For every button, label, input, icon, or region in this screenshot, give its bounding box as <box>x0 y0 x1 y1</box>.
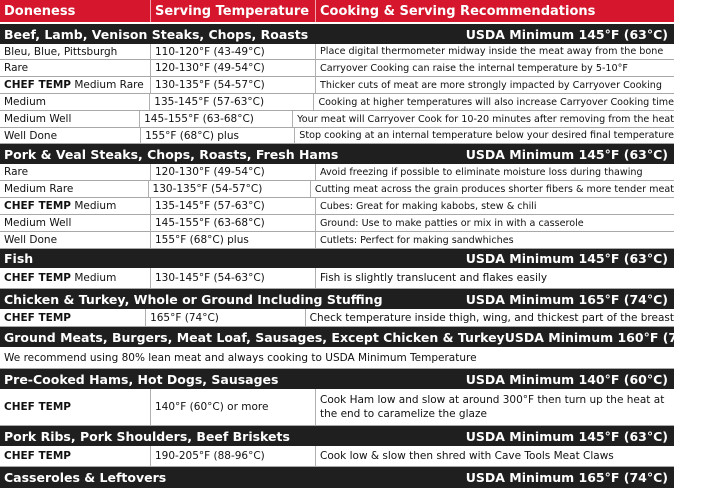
table-row <box>0 94 674 111</box>
doneness-label: Well Done <box>4 234 58 246</box>
serving-temperature-cell: 130-145°F (54-63°C) <box>150 268 315 288</box>
doneness-label: Medium Well <box>4 113 72 125</box>
section-title: Ground Meats, Burgers, Meat Loaf, Sausages, Except Chicken & Turkey <box>4 329 505 345</box>
doneness-label: Bleu, Blue, Pittsburgh <box>4 45 118 58</box>
table-row <box>0 181 674 198</box>
section-header <box>0 426 674 446</box>
chef-temp-label: CHEF TEMP <box>4 79 71 91</box>
table-row <box>0 60 674 77</box>
table-row <box>0 164 674 181</box>
section-note: We recommend using 80% lean meat and always cooking to USDA Minimum Temperature <box>0 347 674 369</box>
table-row <box>0 44 674 60</box>
serving-temperature-cell: 145-155°F (63-68°C) <box>150 215 315 231</box>
doneness-cell <box>0 181 148 197</box>
chef-temp-label: CHEF TEMP <box>4 450 71 462</box>
doneness-cell <box>0 77 150 93</box>
table-row <box>0 215 674 232</box>
recommendation-cell: Thicker cuts of meat are more strongly impacted by Carryover Cooking <box>315 77 674 93</box>
header-doneness: Doneness <box>4 3 76 19</box>
doneness-label: Medium <box>74 200 117 212</box>
doneness-cell <box>0 215 150 231</box>
serving-temperature-cell: 135-145°F (57-63°C) <box>150 198 315 214</box>
doneness-label: Medium Rare <box>74 79 144 91</box>
serving-temperature-cell: 190-205°F (88-96°C) <box>150 446 315 466</box>
section-title: Beef, Lamb, Venison Steaks, Chops, Roasts <box>4 26 309 42</box>
usda-minimum-label: USDA Minimum 145°F (63°C) <box>465 146 668 162</box>
doneness-label: Rare <box>4 166 29 178</box>
doneness-label: Medium Rare <box>4 183 74 195</box>
serving-temperature-cell: 120-130°F (49-54°C) <box>150 164 315 180</box>
recommendation-cell: Your meat will Carryover Cook for 10-20 minutes after removing from the heat <box>292 111 674 127</box>
doneness-cell <box>0 309 145 326</box>
doneness-cell <box>0 446 150 466</box>
serving-temperature-cell: 120-130°F (49-54°C) <box>150 60 315 76</box>
doneness-cell <box>0 268 150 288</box>
recommendation-cell: Cooking at higher temperatures will also increase Carryover Cooking time <box>313 94 674 110</box>
section-title: Pre-Cooked Hams, Hot Dogs, Sausages <box>4 371 279 387</box>
table-row <box>0 446 674 467</box>
table-row <box>0 77 674 94</box>
table-row <box>0 232 674 249</box>
recommendation-cell: Ground: Use to make patties or mix in with a casserole <box>315 215 674 231</box>
serving-temperature-cell: 155°F (68°C) plus <box>150 232 315 248</box>
section-title: Casseroles & Leftovers <box>4 470 167 485</box>
usda-minimum-label: USDA Minimum 145°F (63°C) <box>465 26 668 42</box>
section-title: Chicken & Turkey, Whole or Ground Including Stuffing <box>4 291 383 307</box>
recommendation-cell: Cook Ham low and slow at around 300°F then turn up the heat at the end to caramelize the glaze <box>315 389 674 425</box>
usda-minimum-label: USDA Minimum 145°F (63°C) <box>465 428 668 444</box>
doneness-cell <box>0 198 150 214</box>
chef-temp-label: CHEF TEMP <box>4 200 71 212</box>
serving-temperature-cell: 165°F (74°C) <box>145 309 305 326</box>
doneness-cell <box>0 232 150 248</box>
doneness-label: Medium <box>4 96 46 108</box>
usda-minimum-label: USDA Minimum 165°F (74°C) <box>465 470 668 485</box>
recommendation-cell: Avoid freezing if possible to eliminate moisture loss during thawing <box>315 164 674 180</box>
serving-temperature-cell: 155°F (68°C) plus <box>140 128 294 143</box>
recommendation-cell: Cook low & slow then shred with Cave Tools Meat Claws <box>315 446 674 466</box>
doneness-cell <box>0 128 140 143</box>
recommendation-cell: Fish is slightly translucent and flakes easily <box>315 268 674 288</box>
table-row <box>0 309 674 327</box>
section-header <box>0 467 674 488</box>
table-row <box>0 198 674 215</box>
table-row <box>0 128 674 144</box>
section-title: Fish <box>4 251 34 266</box>
recommendation-cell: Carryover Cooking can raise the internal temperature by 5-10°F <box>315 60 674 76</box>
table-row <box>0 111 674 128</box>
usda-minimum-label: USDA Minimum 165°F (74°C) <box>465 291 668 307</box>
usda-minimum-label: USDA Minimum 145°F (63°C) <box>465 251 668 266</box>
doneness-cell <box>0 111 139 127</box>
table-header <box>0 0 674 23</box>
recommendation-cell: Place digital thermometer midway inside the meat away from the bone <box>315 44 674 59</box>
usda-minimum-label: USDA Minimum 160°F (71°C) <box>504 329 707 345</box>
section-header <box>0 249 674 268</box>
chef-temp-label: CHEF TEMP <box>4 311 71 324</box>
section-title: Pork & Veal Steaks, Chops, Roasts, Fresh Hams <box>4 146 339 162</box>
table-row <box>0 268 674 289</box>
section-title: Pork Ribs, Pork Shoulders, Beef Briskets <box>4 428 290 444</box>
serving-temperature-cell: 130-135°F (54-57°C) <box>150 77 315 93</box>
doneness-cell <box>0 164 150 180</box>
doneness-cell <box>0 60 150 76</box>
recommendation-cell: Cutting meat across the grain produces shorter fibers & more tender meat <box>310 181 674 197</box>
recommendation-cell: Cutlets: Perfect for making sandwhiches <box>315 232 674 248</box>
serving-temperature-cell: 140°F (60°C) or more <box>150 389 315 425</box>
chef-temp-label: CHEF TEMP <box>4 401 71 413</box>
doneness-label: Rare <box>4 62 29 74</box>
doneness-label: Medium <box>74 272 117 284</box>
recommendation-cell: Stop cooking at an internal temperature below your desired final temperature <box>294 128 674 143</box>
doneness-label: Medium Well <box>4 217 72 229</box>
section-header <box>0 327 707 347</box>
section-header <box>0 289 674 309</box>
table-row <box>0 389 674 426</box>
header-recommendations: Cooking & Serving Recommendations <box>315 0 674 22</box>
doneness-cell <box>0 389 150 425</box>
section-header <box>0 369 674 389</box>
chef-temp-label: CHEF TEMP <box>4 272 71 284</box>
doneness-cell <box>0 44 150 59</box>
section-header <box>0 24 674 44</box>
serving-temperature-cell: 110-120°F (43-49°C) <box>150 44 315 59</box>
doneness-cell <box>0 94 149 110</box>
serving-temperature-cell: 145-155°F (63-68°C) <box>139 111 292 127</box>
recommendation-cell: Check temperature inside thigh, wing, and thickest part of the breast <box>305 309 674 326</box>
section-header <box>0 144 674 164</box>
serving-temperature-cell: 135-145°F (57-63°C) <box>149 94 313 110</box>
doneness-label: Well Done <box>4 129 58 142</box>
usda-minimum-label: USDA Minimum 140°F (60°C) <box>465 371 668 387</box>
recommendation-cell: Cubes: Great for making kabobs, stew & chili <box>315 198 674 214</box>
serving-temperature-cell: 130-135°F (54-57°C) <box>148 181 310 197</box>
header-serving-temperature: Serving Temperature <box>150 0 315 22</box>
